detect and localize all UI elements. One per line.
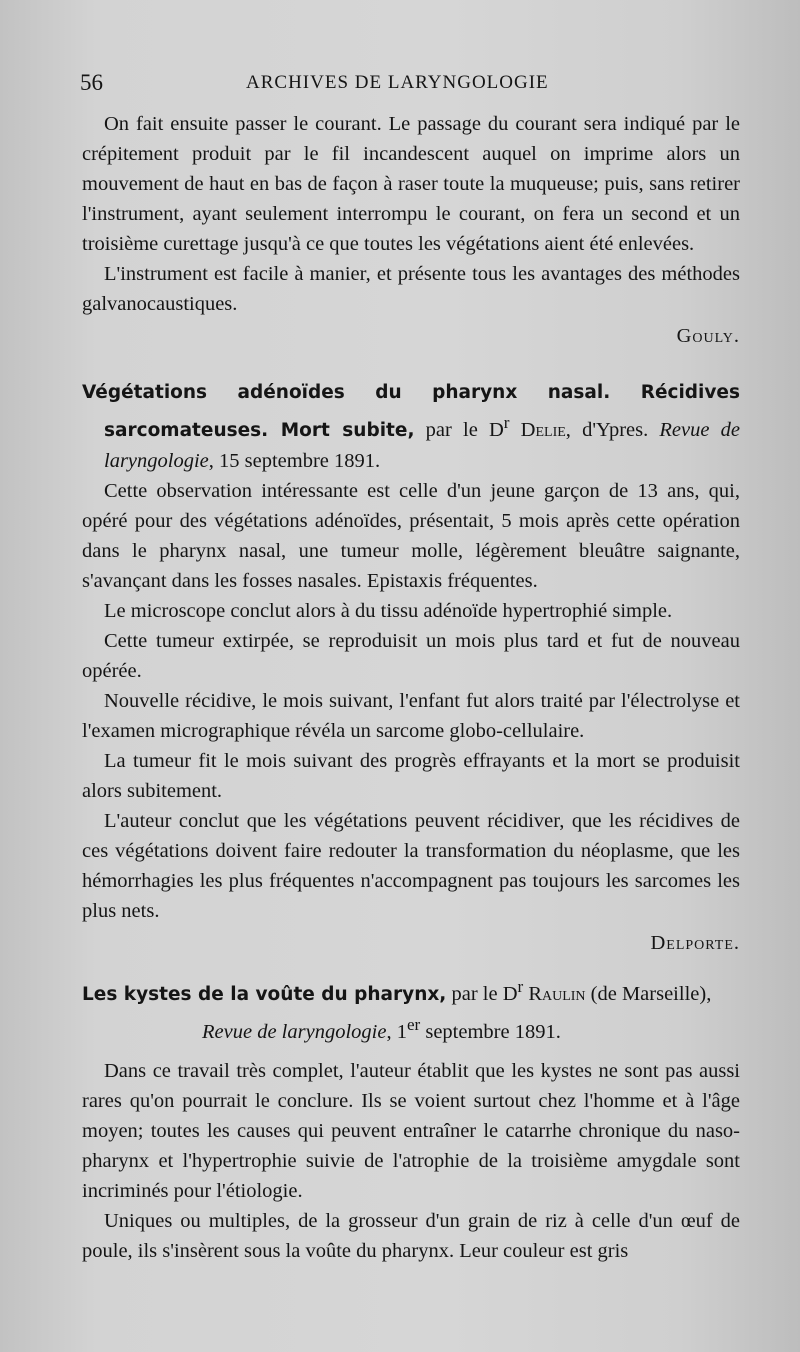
author-place: , d'Ypres. [565, 418, 660, 441]
signature: Delporte. [650, 931, 740, 954]
paragraph: On fait ensuite passer le courant. Le passage du courant sera indiqué par le crépitement produit par le fil incandescent auquel on imprime alors un mouvement de haut en bas de façon à raser toute la muqueuse; puis, sans retirer l'instrument, ayant seulement interrompu le courant, on fera un second et un troisième curettage jusqu'à ce que toutes les végétations aient été enlevées. [82, 113, 740, 255]
paragraph: L'auteur conclut que les végétations peuvent récidiver, que les récidives de ces végétations doivent faire redouter la transformation du néoplasme, que les hémorrhagies les plus fréquentes n'accompagnent pas toujours les sarcomes les plus nets. [82, 809, 740, 922]
author-name: Raulin [528, 982, 586, 1005]
running-title: ARCHIVES DE LARYNGOLOGIE [246, 72, 549, 93]
author-place: (de Marseille), [585, 982, 712, 1005]
paragraph: La tumeur fit le mois suivant des progrès effrayants et la mort se produisit alors subitement. [82, 749, 740, 802]
journal-name: Revue de laryngologie [202, 1020, 387, 1043]
publication-date: , 15 septembre 1891. [208, 449, 381, 472]
article-title: Végétations adénoïdes du pharynx nasal. Récidives sarcomateuses. Mort subite, [82, 382, 740, 441]
journal-name: Revue de laryngologie [104, 418, 740, 472]
date-sup: er [406, 1014, 421, 1034]
author-name: Delie [520, 418, 566, 441]
paragraph: Le microscope conclut alors à du tissu adénoïde hypertrophié simple. [104, 599, 673, 622]
page-number: 56 [80, 70, 103, 95]
byline-sup: r [503, 413, 510, 432]
byline: par le D [446, 982, 518, 1005]
paragraph: Uniques ou multiples, de la grosseur d'un grain de riz à celle d'un œuf de poule, ils s'insèrent sous la voûte du pharynx. Leur couleur est gris [82, 1210, 740, 1263]
paragraph: Cette tumeur extirpée, se reproduisit un mois plus tard et fut de nouveau opérée. [82, 629, 740, 682]
paragraph: L'instrument est facile à manier, et présente tous les avantages des méthodes galvanocaustiques. [82, 263, 740, 315]
page-body [82, 109, 740, 1266]
date-suffix: septembre 1891. [420, 1020, 561, 1043]
article-title: Les kystes de la voûte du pharynx, [82, 983, 447, 1005]
paragraph: Cette observation intéressante est celle d'un jeune garçon de 13 ans, qui, opéré pour des végétations adénoïdes, présentait, 5 mois après cette opération dans le pharynx nasal, une tumeur molle, légèrement bleuâtre saignante, s'avançant dans les fosses nasales. Epistaxis fréquentes. [82, 479, 740, 592]
signature: Gouly. [676, 325, 740, 347]
paragraph: Nouvelle récidive, le mois suivant, l'enfant fut alors traité par l'électrolyse et l'examen micrographique révéla un sarcome globo-cellulaire. [82, 689, 740, 742]
paragraph: Dans ce travail très complet, l'auteur établit que les kystes ne sont pas aussi rares qu'on pourrait le conclure. Ils se voient surtout chez l'homme et à l'âge moyen; toutes les causes qui peuvent entraîner le catarrhe chronique du naso-pharynx et l'hypertrophie suivie de l'atrophie de la troisième amygdale sont incriminés pour l'étiologie. [82, 1060, 740, 1203]
page-header [80, 70, 740, 104]
date-prefix: , 1 [386, 1020, 407, 1043]
article-heading [82, 972, 740, 1047]
byline-sup: r [517, 976, 524, 996]
article-heading [82, 377, 740, 476]
byline: par le D [414, 418, 504, 441]
